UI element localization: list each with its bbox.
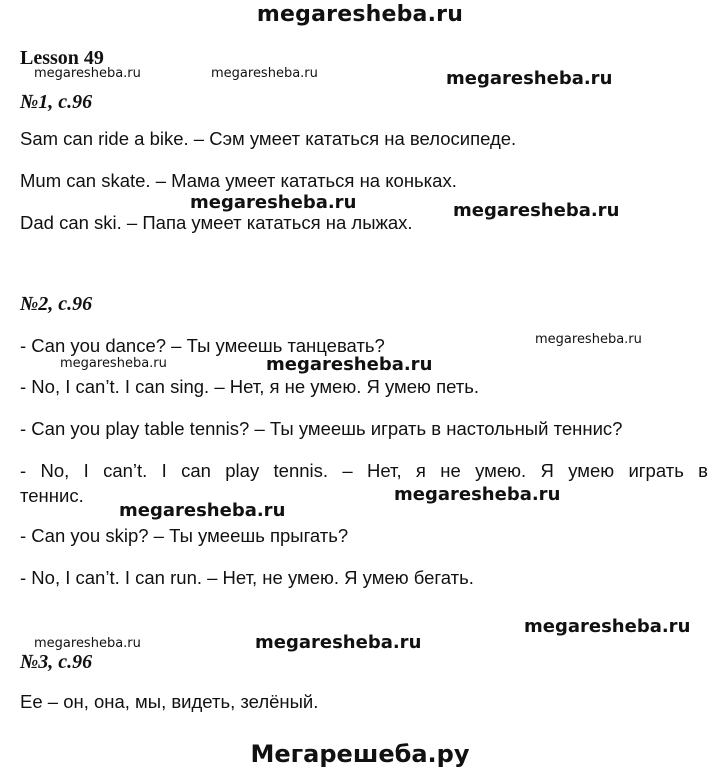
- section-1-line-2: Mum can skate. – Мама умеет кататься на коньках.: [20, 170, 457, 191]
- watermark: megaresheba.ru: [524, 616, 691, 637]
- watermark: megaresheba.ru: [190, 192, 357, 213]
- watermark: megaresheba.ru: [446, 68, 613, 89]
- watermark: megaresheba.ru: [535, 332, 642, 347]
- section-1-heading: №1, с.96: [20, 91, 93, 113]
- watermark: megaresheba.ru: [394, 484, 561, 505]
- section-3-heading: №3, с.96: [20, 651, 93, 673]
- watermark: megaresheba.ru: [255, 632, 422, 653]
- watermark: megaresheba.ru: [34, 66, 141, 81]
- section-2-line-4: - No, I can’t. I can play tennis. – Нет, я не умею. Я умею играть в: [20, 460, 708, 481]
- watermark: megaresheba.ru: [266, 354, 433, 375]
- section-2-line-2: - No, I can’t. I can sing. – Нет, я не умею. Я умею петь.: [20, 376, 480, 397]
- watermark: megaresheba.ru: [34, 636, 141, 651]
- section-2-line-7: - No, I can’t. I can run. – Нет, не умею. Я умею бегать.: [20, 567, 474, 588]
- section-1-line-1: Sam can ride a bike. – Сэм умеет кататься на велосипеде.: [20, 128, 517, 149]
- site-footer-title: Мегарешеба.ру: [250, 740, 470, 768]
- watermark: megaresheba.ru: [453, 200, 620, 221]
- lesson-title: Lesson 49: [20, 47, 104, 69]
- watermark: megaresheba.ru: [119, 500, 286, 521]
- section-2-line-5: теннис.: [20, 485, 84, 506]
- watermark: megaresheba.ru: [211, 66, 318, 81]
- section-2-heading: №2, с.96: [20, 293, 93, 315]
- section-2-line-1: - Can you dance? – Ты умеешь танцевать?: [20, 335, 385, 356]
- section-2-line-6: - Can you skip? – Ты умеешь прыгать?: [20, 525, 349, 546]
- site-header-title: megaresheba.ru: [256, 2, 464, 27]
- section-2-line-3: - Can you play table tennis? – Ты умеешь играть в настольный теннис?: [20, 418, 623, 439]
- section-1-line-3: Dad can ski. – Папа умеет кататься на лыжах.: [20, 212, 413, 233]
- watermark: megaresheba.ru: [60, 356, 167, 371]
- section-3-line-1: Ee – он, она, мы, видеть, зелёный.: [20, 691, 319, 712]
